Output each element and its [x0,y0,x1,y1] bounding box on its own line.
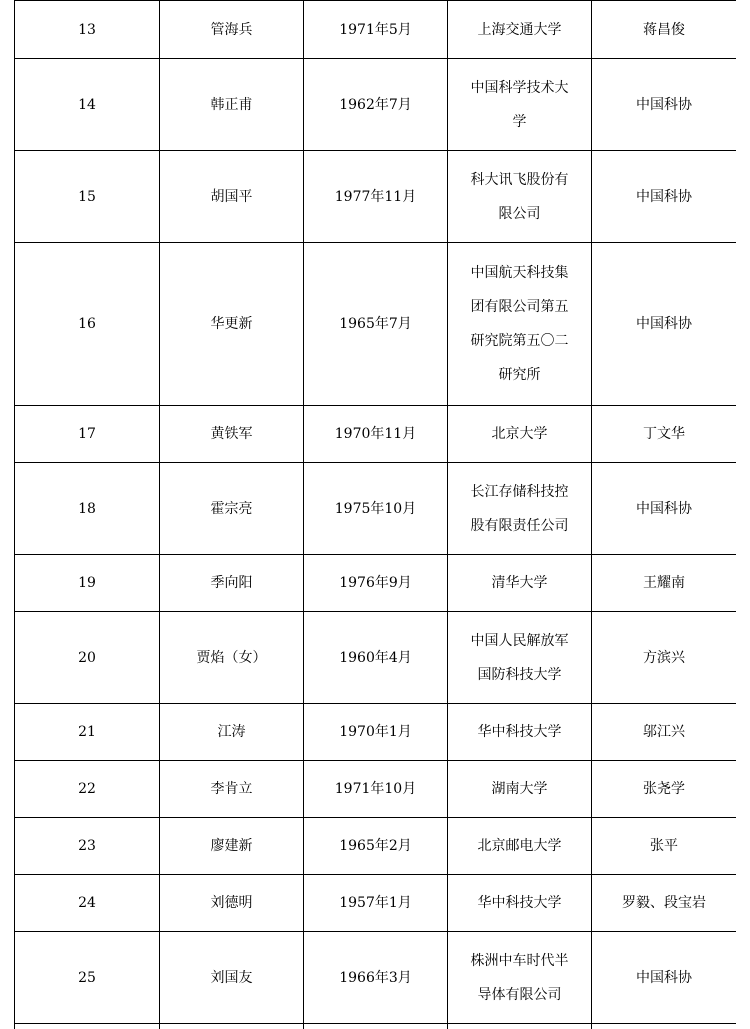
table-row [15,875,737,932]
cell-number: 19 [15,555,160,612]
cell-number: 23 [15,818,160,875]
cell-number [15,1024,160,1029]
cell-number: 21 [15,704,160,761]
cell-nominator: 中国科协 [592,151,737,243]
cell-birth: 1976年9月 [304,555,448,612]
cell-birth: 1966年3月 [304,932,448,1024]
table-row [15,555,737,612]
cell-birth [304,1024,448,1029]
cell-nominator: 蒋昌俊 [592,1,737,59]
cell-institution: 上海交通大学 [448,1,592,59]
cell-birth: 1975年10月 [304,463,448,555]
cell-name: 廖建新 [160,818,304,875]
cell-nominator: 中国科协 [592,932,737,1024]
cell-name: 刘国友 [160,932,304,1024]
cell-institution: 长江存储科技控 股有限责任公司 [448,463,592,555]
cell-nominator: 邬江兴 [592,704,737,761]
cell-birth: 1965年2月 [304,818,448,875]
table-row [15,932,737,1024]
table-row [15,761,737,818]
candidate-table-container [14,0,736,1029]
cell-institution [448,1024,592,1029]
cell-institution: 北京大学 [448,406,592,463]
cell-name: 华更新 [160,243,304,406]
cell-nominator: 中国科协 [592,59,737,151]
table-row [15,1024,737,1029]
cell-number: 15 [15,151,160,243]
cell-nominator [592,1024,737,1029]
cell-number: 24 [15,875,160,932]
cell-name [160,1024,304,1029]
candidate-table [14,0,736,1029]
cell-birth: 1970年1月 [304,704,448,761]
cell-name: 胡国平 [160,151,304,243]
table-row [15,1,737,59]
cell-number: 20 [15,612,160,704]
table-row [15,612,737,704]
table-row [15,463,737,555]
table-row [15,59,737,151]
cell-institution: 株洲中车时代半 导体有限公司 [448,932,592,1024]
cell-institution: 北京邮电大学 [448,818,592,875]
cell-number: 22 [15,761,160,818]
cell-institution: 华中科技大学 [448,875,592,932]
cell-number: 25 [15,932,160,1024]
table-row [15,406,737,463]
cell-nominator: 王耀南 [592,555,737,612]
cell-nominator: 张尧学 [592,761,737,818]
cell-name: 黄铁军 [160,406,304,463]
cell-institution: 清华大学 [448,555,592,612]
cell-nominator: 中国科协 [592,243,737,406]
cell-name: 韩正甫 [160,59,304,151]
cell-birth: 1960年4月 [304,612,448,704]
cell-number: 18 [15,463,160,555]
cell-name: 贾焰（女） [160,612,304,704]
table-row [15,243,737,406]
cell-number: 14 [15,59,160,151]
candidate-table-body [15,1,737,1029]
cell-nominator: 丁文华 [592,406,737,463]
cell-nominator: 中国科协 [592,463,737,555]
cell-name: 刘德明 [160,875,304,932]
cell-name: 季向阳 [160,555,304,612]
cell-institution: 湖南大学 [448,761,592,818]
table-row [15,151,737,243]
cell-institution: 中国科学技术大 学 [448,59,592,151]
table-row [15,818,737,875]
cell-nominator: 罗毅、段宝岩 [592,875,737,932]
cell-birth: 1957年1月 [304,875,448,932]
cell-nominator: 张平 [592,818,737,875]
cell-number: 16 [15,243,160,406]
cell-name: 霍宗亮 [160,463,304,555]
cell-institution: 中国航天科技集 团有限公司第五 研究院第五〇二 研究所 [448,243,592,406]
cell-birth: 1971年5月 [304,1,448,59]
cell-birth: 1977年11月 [304,151,448,243]
cell-number: 13 [15,1,160,59]
cell-nominator: 方滨兴 [592,612,737,704]
cell-birth: 1965年7月 [304,243,448,406]
cell-number: 17 [15,406,160,463]
cell-name: 李肯立 [160,761,304,818]
cell-birth: 1962年7月 [304,59,448,151]
cell-institution: 中国人民解放军 国防科技大学 [448,612,592,704]
cell-birth: 1970年11月 [304,406,448,463]
cell-name: 江涛 [160,704,304,761]
cell-institution: 科大讯飞股份有 限公司 [448,151,592,243]
cell-name: 管海兵 [160,1,304,59]
cell-institution: 华中科技大学 [448,704,592,761]
table-row [15,704,737,761]
cell-birth: 1971年10月 [304,761,448,818]
